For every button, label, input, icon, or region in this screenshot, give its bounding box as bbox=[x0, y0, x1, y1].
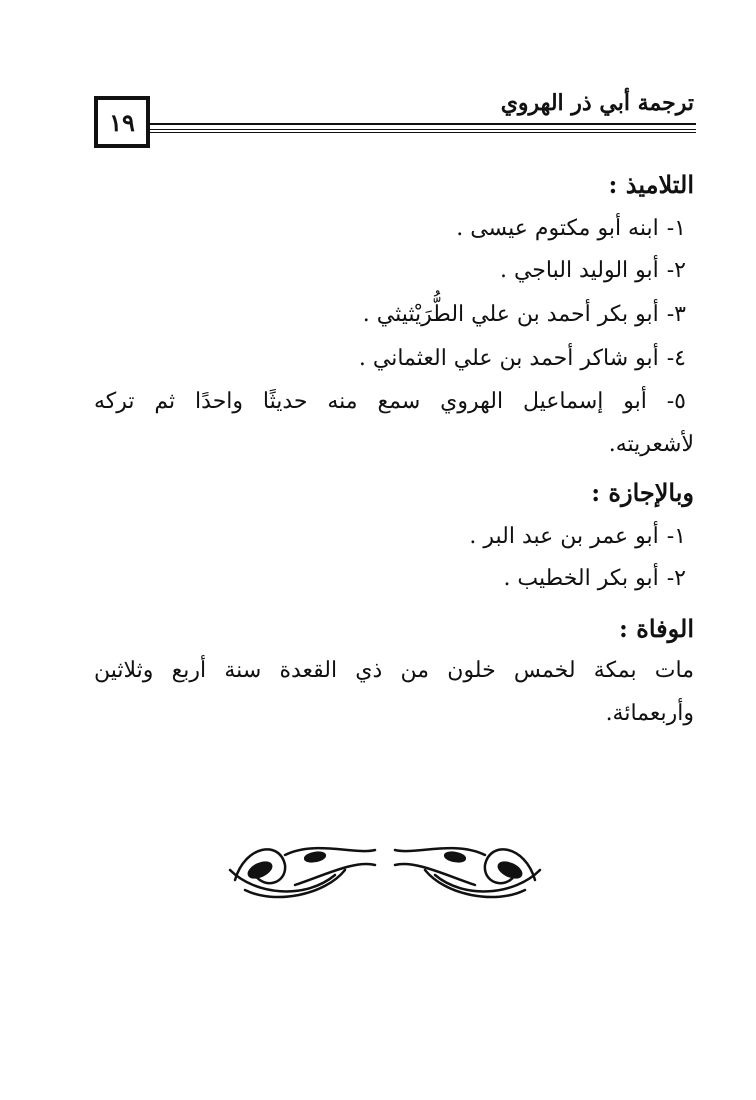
death-text-line2: وأربعمائة. bbox=[605, 701, 694, 726]
running-header-title: ترجمة أبي ذر الهروي bbox=[500, 90, 694, 116]
item-number: ١- bbox=[666, 216, 686, 241]
ijaza-item bbox=[469, 524, 686, 549]
ijaza-item bbox=[503, 566, 686, 591]
student-item bbox=[94, 389, 686, 414]
item-number: ٣- bbox=[666, 302, 686, 327]
item-text-line1: أبو إسماعيل الهروي سمع منه حديثًا واحدًا ثم تركه bbox=[94, 389, 647, 414]
student-item bbox=[500, 258, 686, 283]
item-text: أبو بكر الخطيب . bbox=[503, 566, 659, 591]
floral-ornament-icon bbox=[225, 835, 545, 905]
item-text: أبو بكر أحمد بن علي الطُّرَيْثيثي . bbox=[362, 302, 659, 327]
header-rule bbox=[150, 123, 696, 133]
ijaza-heading: وبالإجازة : bbox=[591, 478, 694, 507]
item-text-line2: لأشعريته. bbox=[608, 432, 694, 457]
death-heading: الوفاة : bbox=[619, 614, 694, 643]
item-text: ابنه أبو مكتوم عيسى . bbox=[456, 216, 659, 241]
page-number: ١٩ bbox=[109, 107, 135, 137]
students-heading: التلاميذ : bbox=[608, 170, 694, 199]
item-number: ١- bbox=[666, 524, 686, 549]
page-number-box bbox=[94, 96, 150, 148]
item-number: ٤- bbox=[666, 346, 686, 371]
student-item bbox=[359, 346, 686, 371]
death-text-line1: مات بمكة لخمس خلون من ذي القعدة سنة أربع وثلاثين bbox=[94, 658, 694, 683]
item-number: ٥- bbox=[666, 389, 686, 414]
item-text: أبو شاكر أحمد بن علي العثماني . bbox=[358, 346, 659, 371]
item-text: أبو عمر بن عبد البر . bbox=[469, 524, 659, 549]
item-number: ٢- bbox=[666, 258, 686, 283]
student-item bbox=[456, 216, 686, 241]
item-text: أبو الوليد الباجي . bbox=[499, 258, 659, 283]
student-item bbox=[363, 302, 686, 327]
item-number: ٢- bbox=[666, 566, 686, 591]
